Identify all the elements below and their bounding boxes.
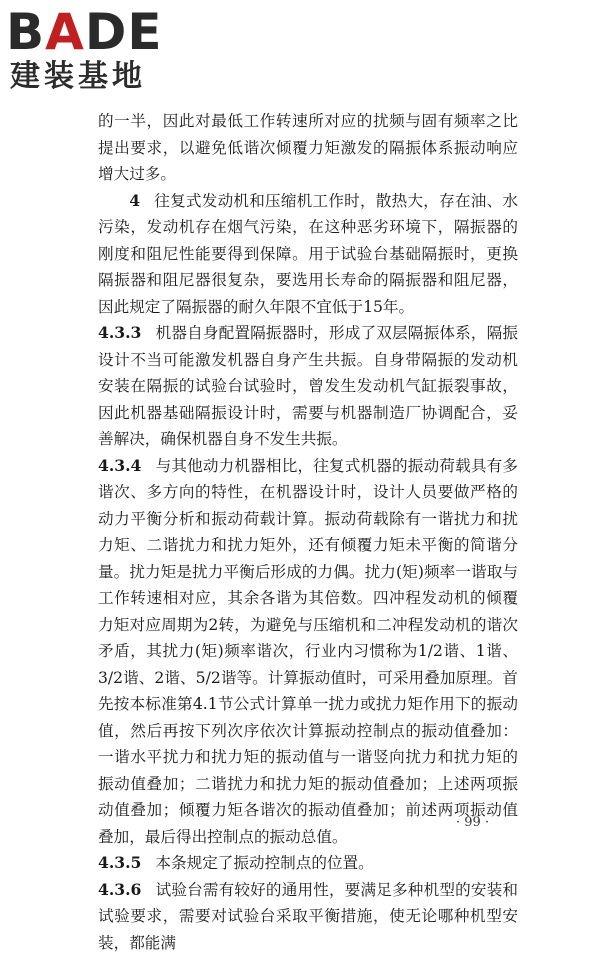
paragraph-text: 的一半，因此对最低工作转速所对应的扰频与固有频率之比提出要求，以避免低谐次倾覆力矩激发的隔振体系振动响应增大过多。 xyxy=(98,112,518,183)
logo-wordmark xyxy=(6,6,163,58)
logo-letters-de: DE xyxy=(85,3,163,61)
paragraph xyxy=(98,877,518,956)
logo-subtitle: 建装基地 xyxy=(10,60,146,94)
clause-number: 4.3.3 xyxy=(98,323,141,342)
clause-number: 4.3.5 xyxy=(98,853,141,872)
paragraph-text: 机器自身配置隔振器时，形成了双层隔振体系，隔振设计不当可能激发机器自身产生共振。自身带隔振的发动机安装在隔振的试验台试验时，曾发生发动机气缸振裂事故，因此机器基础隔振设计时，需要与机器制造厂协调配合，妥善解决，确保机器自身不发生共振。 xyxy=(98,324,518,448)
paragraph-text: 与其他动力机器相比，往复式机器的振动荷载具有多谐次、多方向的特性，在机器设计时，设计人员要做严格的动力平衡分析和振动荷载计算。振动荷载除有一谐扰力和扰力矩、二谐扰力和扰力矩外，还有倾覆力矩未平衡的简谐分量。扰力矩是扰力平衡后形成的力偶。扰力(矩)频率一谐取与工作转速相对应，其余各谐为其倍数。四冲程发动机的倾覆力矩对应周期为2转，为避免与压缩机和二冲程发动机的谐次矛盾，其扰力(矩)频率谐次，行业内习惯称为1/2谐、1谐、3/2谐、2谐、5/2谐等。计算振动值时，可采用叠加原理。首先按本标准第4.1节公式计算单一扰力或扰力矩作用下的振动值，然后再按下列次序依次计算振动控制点的振动值叠加：一谐水平扰力和扰力矩的振动值与一谐竖向扰力和扰力矩的振动值叠加；二谐扰力和扰力矩的振动值叠加；上述两项振动值叠加；倾覆力矩各谐次的振动值叠加；前述两项振动值叠加，最后得出控制点的振动总值。 xyxy=(98,457,518,846)
paragraph-text: 试验台需有较好的通用性，要满足多种机型的安装和试验要求，需要对试验台采取平衡措施，使无论哪种机型安装，都能满 xyxy=(98,881,518,952)
paragraph xyxy=(98,188,518,321)
logo-letter-b: B xyxy=(6,3,45,61)
clause-number: 4.3.6 xyxy=(98,880,141,899)
document-body xyxy=(98,108,518,956)
page-number: · 99 · xyxy=(456,815,489,830)
item-number: 4 xyxy=(129,191,140,210)
logo-letter-a: A xyxy=(45,3,85,61)
clause-number: 4.3.4 xyxy=(98,456,141,475)
paragraph-text: 本条规定了振动控制点的位置。 xyxy=(155,854,373,872)
paragraph xyxy=(98,453,518,851)
paragraph xyxy=(98,850,518,877)
paragraph xyxy=(98,108,518,188)
paragraph xyxy=(98,320,518,453)
paragraph-text: 往复式发动机和压缩机工作时，散热大，存在油、水污染，发动机存在烟气污染，在这种恶劣环境下，隔振器的刚度和阻尼性能要得到保障。用于试验台基础隔振时，更换隔振器和阻尼器很复杂，要选用长寿命的隔振器和阻尼器，因此规定了隔振器的耐久年限不宜低于15年。 xyxy=(98,192,518,316)
logo xyxy=(6,6,186,96)
